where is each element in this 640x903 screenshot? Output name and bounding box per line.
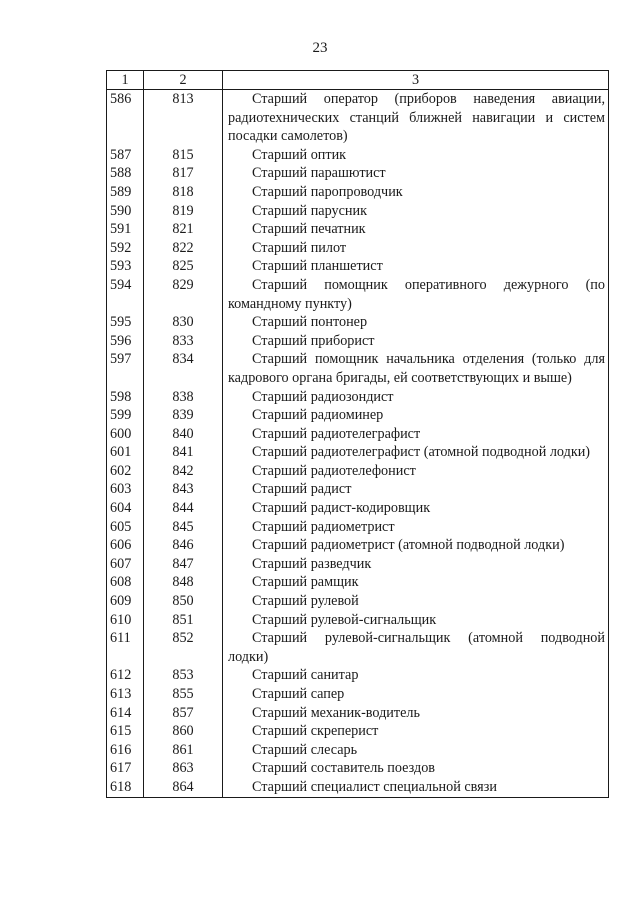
table-row bbox=[107, 388, 609, 407]
table-row bbox=[107, 239, 609, 258]
table-row bbox=[107, 629, 609, 666]
row-number-cell: 608 bbox=[107, 573, 144, 592]
position-code-cell: 845 bbox=[144, 518, 223, 537]
position-code-cell: 819 bbox=[144, 202, 223, 221]
table-row bbox=[107, 536, 609, 555]
table-row bbox=[107, 499, 609, 518]
row-number-cell: 599 bbox=[107, 406, 144, 425]
row-number-cell: 601 bbox=[107, 443, 144, 462]
row-number-cell: 607 bbox=[107, 555, 144, 574]
position-name-cell: Старший радиометрист (атомной подводной лодки) bbox=[223, 536, 609, 555]
row-number-cell: 603 bbox=[107, 480, 144, 499]
table-row bbox=[107, 778, 609, 797]
position-code-cell: 840 bbox=[144, 425, 223, 444]
row-number-cell: 593 bbox=[107, 257, 144, 276]
row-number-cell: 615 bbox=[107, 722, 144, 741]
row-number-cell: 613 bbox=[107, 685, 144, 704]
table-row bbox=[107, 257, 609, 276]
row-number-cell: 600 bbox=[107, 425, 144, 444]
row-number-cell: 604 bbox=[107, 499, 144, 518]
position-name-cell: Старший радиоминер bbox=[223, 406, 609, 425]
position-name-cell: Старший парусник bbox=[223, 202, 609, 221]
position-name-cell: Старший понтонер bbox=[223, 313, 609, 332]
row-number-cell: 616 bbox=[107, 741, 144, 760]
position-code-cell: 844 bbox=[144, 499, 223, 518]
row-number-cell: 609 bbox=[107, 592, 144, 611]
table-row bbox=[107, 741, 609, 760]
position-code-cell: 839 bbox=[144, 406, 223, 425]
position-code-cell: 833 bbox=[144, 332, 223, 351]
row-number-cell: 592 bbox=[107, 239, 144, 258]
table-row bbox=[107, 276, 609, 313]
table-row bbox=[107, 611, 609, 630]
position-code-cell: 850 bbox=[144, 592, 223, 611]
position-code-cell: 851 bbox=[144, 611, 223, 630]
table-row bbox=[107, 518, 609, 537]
row-number-cell: 612 bbox=[107, 666, 144, 685]
table-row bbox=[107, 555, 609, 574]
position-name-cell: Старший оптик bbox=[223, 146, 609, 165]
table-row bbox=[107, 685, 609, 704]
position-code-cell: 825 bbox=[144, 257, 223, 276]
position-name-cell: Старший помощник оперативного дежурного (по командному пункту) bbox=[223, 276, 609, 313]
position-code-cell: 864 bbox=[144, 778, 223, 797]
row-number-cell: 617 bbox=[107, 759, 144, 778]
position-name-cell: Старший радист bbox=[223, 480, 609, 499]
table-row bbox=[107, 704, 609, 723]
position-code-cell: 847 bbox=[144, 555, 223, 574]
position-code-cell: 842 bbox=[144, 462, 223, 481]
position-name-cell: Старший радиотелеграфист bbox=[223, 425, 609, 444]
row-number-cell: 611 bbox=[107, 629, 144, 666]
position-name-cell: Старший рулевой bbox=[223, 592, 609, 611]
table-row bbox=[107, 666, 609, 685]
table-row bbox=[107, 443, 609, 462]
position-name-cell: Старший паропроводчик bbox=[223, 183, 609, 202]
table-row bbox=[107, 573, 609, 592]
position-name-cell: Старший радиотелеграфист (атомной подводной лодки) bbox=[223, 443, 609, 462]
column-header: 3 bbox=[223, 71, 609, 90]
table-row bbox=[107, 202, 609, 221]
position-code-cell: 815 bbox=[144, 146, 223, 165]
position-name-cell: Старший приборист bbox=[223, 332, 609, 351]
positions-table bbox=[106, 70, 609, 798]
row-number-cell: 589 bbox=[107, 183, 144, 202]
position-code-cell: 861 bbox=[144, 741, 223, 760]
position-code-cell: 822 bbox=[144, 239, 223, 258]
position-name-cell: Старший оператор (приборов наведения авиации, радиотехнических станций ближней навигации и систем посадки самолетов) bbox=[223, 90, 609, 146]
table-row bbox=[107, 425, 609, 444]
position-code-cell: 863 bbox=[144, 759, 223, 778]
row-number-cell: 591 bbox=[107, 220, 144, 239]
row-number-cell: 588 bbox=[107, 164, 144, 183]
position-name-cell: Старший разведчик bbox=[223, 555, 609, 574]
position-name-cell: Старший механик-водитель bbox=[223, 704, 609, 723]
table-body bbox=[107, 90, 609, 798]
column-header: 1 bbox=[107, 71, 144, 90]
table-row bbox=[107, 220, 609, 239]
position-name-cell: Старший планшетист bbox=[223, 257, 609, 276]
row-number-cell: 594 bbox=[107, 276, 144, 313]
table-row bbox=[107, 313, 609, 332]
row-number-cell: 587 bbox=[107, 146, 144, 165]
position-code-cell: 817 bbox=[144, 164, 223, 183]
position-code-cell: 834 bbox=[144, 350, 223, 387]
row-number-cell: 610 bbox=[107, 611, 144, 630]
position-name-cell: Старший слесарь bbox=[223, 741, 609, 760]
row-number-cell: 605 bbox=[107, 518, 144, 537]
position-code-cell: 830 bbox=[144, 313, 223, 332]
position-name-cell: Старший пилот bbox=[223, 239, 609, 258]
column-header: 2 bbox=[144, 71, 223, 90]
position-code-cell: 829 bbox=[144, 276, 223, 313]
position-code-cell: 855 bbox=[144, 685, 223, 704]
position-code-cell: 852 bbox=[144, 629, 223, 666]
position-code-cell: 838 bbox=[144, 388, 223, 407]
table-row bbox=[107, 722, 609, 741]
position-name-cell: Старший радист-кодировщик bbox=[223, 499, 609, 518]
row-number-cell: 606 bbox=[107, 536, 144, 555]
row-number-cell: 597 bbox=[107, 350, 144, 387]
position-name-cell: Старший радиотелефонист bbox=[223, 462, 609, 481]
row-number-cell: 590 bbox=[107, 202, 144, 221]
position-name-cell: Старший парашютист bbox=[223, 164, 609, 183]
position-name-cell: Старший специалист специальной связи bbox=[223, 778, 609, 797]
table-row bbox=[107, 462, 609, 481]
row-number-cell: 596 bbox=[107, 332, 144, 351]
position-name-cell: Старший скреперист bbox=[223, 722, 609, 741]
position-name-cell: Старший радиометрист bbox=[223, 518, 609, 537]
position-name-cell: Старший рулевой-сигнальщик (атомной подводной лодки) bbox=[223, 629, 609, 666]
position-code-cell: 818 bbox=[144, 183, 223, 202]
position-code-cell: 848 bbox=[144, 573, 223, 592]
position-name-cell: Старший сапер bbox=[223, 685, 609, 704]
row-number-cell: 614 bbox=[107, 704, 144, 723]
page-number: 23 bbox=[312, 40, 328, 56]
position-name-cell: Старший составитель поездов bbox=[223, 759, 609, 778]
table-row bbox=[107, 480, 609, 499]
position-code-cell: 841 bbox=[144, 443, 223, 462]
position-code-cell: 821 bbox=[144, 220, 223, 239]
row-number-cell: 618 bbox=[107, 778, 144, 797]
position-code-cell: 853 bbox=[144, 666, 223, 685]
table-row bbox=[107, 146, 609, 165]
row-number-cell: 598 bbox=[107, 388, 144, 407]
position-code-cell: 846 bbox=[144, 536, 223, 555]
position-name-cell: Старший помощник начальника отделения (только для кадрового органа бригады, ей соответствующих и выше) bbox=[223, 350, 609, 387]
table-row bbox=[107, 90, 609, 146]
row-number-cell: 595 bbox=[107, 313, 144, 332]
position-name-cell: Старший рулевой-сигнальщик bbox=[223, 611, 609, 630]
table-row bbox=[107, 406, 609, 425]
table-header-row bbox=[107, 71, 609, 90]
position-code-cell: 843 bbox=[144, 480, 223, 499]
table-row bbox=[107, 164, 609, 183]
table-row bbox=[107, 759, 609, 778]
table-row bbox=[107, 332, 609, 351]
position-name-cell: Старший печатник bbox=[223, 220, 609, 239]
position-name-cell: Старший санитар bbox=[223, 666, 609, 685]
table-row bbox=[107, 183, 609, 202]
row-number-cell: 586 bbox=[107, 90, 144, 146]
position-code-cell: 813 bbox=[144, 90, 223, 146]
position-code-cell: 857 bbox=[144, 704, 223, 723]
position-code-cell: 860 bbox=[144, 722, 223, 741]
table-row bbox=[107, 592, 609, 611]
row-number-cell: 602 bbox=[107, 462, 144, 481]
table-row bbox=[107, 350, 609, 387]
position-name-cell: Старший рамщик bbox=[223, 573, 609, 592]
position-name-cell: Старший радиозондист bbox=[223, 388, 609, 407]
